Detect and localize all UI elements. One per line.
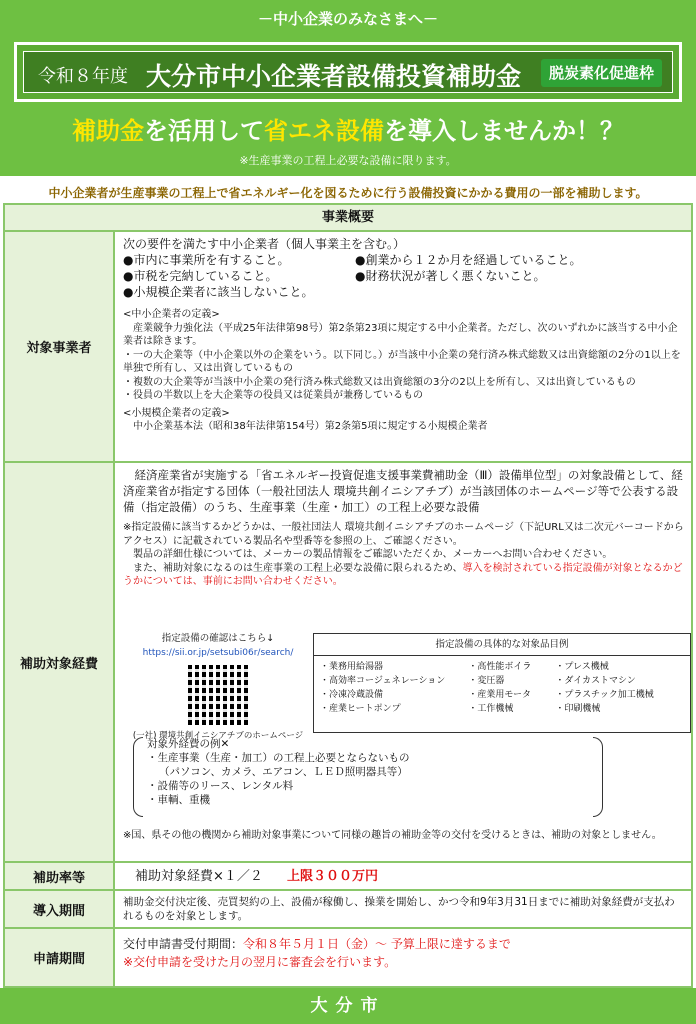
items-col-3 — [555, 660, 684, 716]
apply-text-red: 令和８年５月１日（金）～ 予算上限に達するまで — [243, 937, 511, 951]
qr-url-link[interactable]: https://sii.or.jp/setsubi06r/search/ — [142, 648, 294, 658]
excluded-title: 対象外経費の例✕ — [147, 738, 230, 750]
items-col-1 — [320, 660, 468, 716]
row-content-target — [117, 232, 691, 461]
target-items-title: 指定設備の具体的な対象品目例 — [314, 634, 690, 656]
expense-para-4-red: 導入を検討されている指定設備が対象となるかどうかについては、事前にお問い合わせください。 — [123, 562, 683, 587]
rate-text: 補助対象経費×１／２ — [135, 869, 263, 884]
row-label-period: 導入期間 — [5, 891, 115, 927]
expense-para-2: ※指定設備に該当するかどうかは、一般社団法人 環境共創イニシアチブのホームページ（下記URL又は二次元バーコードからアクセス）に記載されている製品名や型番等を参照の上、ご確認ください。 — [123, 522, 684, 547]
def-title: <中小企業者の定義> — [123, 309, 220, 320]
excluded-item-3: ・車輌、重機 — [147, 794, 210, 806]
bracket-right — [593, 737, 603, 817]
row-label-expense: 補助対象経費 — [5, 463, 115, 861]
row-label-target: 対象事業者 — [5, 232, 115, 461]
list-item: ・プレス機械 — [555, 662, 609, 672]
def-item-2: ・複数の大企業等が当該中小企業の発行済み株式総数又は出資総額の3分の2以上を所有し、又は出資しているもの — [123, 376, 636, 388]
list-item: ・印刷機械 — [555, 704, 601, 714]
category-badge: 脱炭素化促進枠 — [541, 59, 662, 87]
list-item: ・冷凍冷蔵設備 — [320, 690, 384, 700]
list-item: ・変圧器 — [468, 676, 505, 686]
excluded-item-1: ・生産事業（生産・加工）の工程上必要とならないもの — [147, 752, 410, 764]
list-item: ・高効率コージェネレーション — [320, 676, 446, 686]
page-title: 大分市中小企業者設備投資補助金 — [146, 62, 522, 91]
target-intro: 次の要件を満たす中小企業者（個人事業主を含む。） — [123, 237, 406, 251]
excluded-expenses — [133, 737, 603, 821]
table-heading: 事業概要 — [5, 205, 691, 230]
row-content-rate — [117, 863, 691, 889]
expense-note: ※国、県その他の機関から補助対象事業について同様の趣旨の補助金等の交付を受けるときは、補助の対象としません。 — [123, 830, 662, 841]
table-row-expense — [5, 461, 691, 861]
footer-city: 大分市 — [0, 988, 696, 1024]
list-item: ・産業用モータ — [468, 690, 532, 700]
target-items-box — [313, 633, 691, 733]
small-def-body: 中小企業基本法（昭和38年法律第154号）第2条第5項に規定する小規模企業者 — [123, 421, 488, 432]
catch-text-2: を導入しませんか！？ — [384, 117, 624, 145]
summary-text: 中小企業者が生産事業の工程上で省エネルギー化を図るために行う設備投資にかかる費用の一部を補助します。 — [48, 186, 648, 200]
catch-copy — [0, 111, 696, 146]
qr-caption: 指定設備の確認はこちら↓ — [161, 633, 275, 644]
target-req-5: ●小規模企業者に該当しないこと。 — [123, 285, 314, 299]
row-label-rate: 補助率等 — [5, 863, 115, 889]
list-item: ・ダイカストマシン — [555, 676, 636, 686]
list-item: ・工作機械 — [468, 704, 514, 714]
title-inner — [23, 51, 673, 93]
target-req-4: ●財務状況が著しく悪くないこと。 — [355, 269, 546, 283]
title-box — [14, 42, 682, 102]
row-label-apply: 申請期間 — [5, 929, 115, 986]
target-req-1: ●市内に事業所を有すること。 — [123, 253, 290, 267]
header-banner — [0, 0, 696, 176]
items-col-2 — [468, 660, 555, 716]
table-row-apply — [5, 927, 691, 986]
catch-text-1: を活用して — [144, 117, 264, 145]
list-item: ・業務用給湯器 — [320, 662, 384, 672]
catch-highlight-equipment: 省エネ設備 — [264, 117, 384, 145]
header-note: ※生産事業の工程上必要な設備に限ります。 — [239, 154, 457, 167]
excluded-item-2: ・設備等のリース、レンタル料 — [147, 780, 294, 792]
def-body: 産業競争力強化法（平成25年法律第98号）第2条第23項に規定する中小企業者。ただし、次のいずれかに該当する中小企業者は除きます。 — [123, 322, 678, 347]
list-item: ・高性能ボイラ — [468, 662, 532, 672]
apply-note: ※交付申請を受けた月の翌月に審査会を行います。 — [123, 955, 397, 969]
table-row-target — [5, 230, 691, 461]
target-req-2: ●創業から１２か月を経過していること。 — [355, 253, 582, 267]
def-item-1: ・一の大企業等（中小企業以外の企業をいう。以下同じ。）が当該中小企業の発行済み株式総数又は出資総額の2分の1以上を単独で所有し、又は出資しているもの — [123, 349, 681, 374]
expense-para-1: 経済産業省が実施する「省エネルギー投資促進支援事業費補助金（Ⅲ）設備単位型」の対象設備として、経済産業省が指定する団体（一般社団法人 環境共創イニシアチブ）が当該団体のホームページ等で公表する設備（指定設備）のうち、生産事業（生産・加工）の工程上必要な設備 — [123, 468, 683, 514]
row-content-expense — [117, 463, 691, 861]
list-item: ・産業ヒートポンプ — [320, 704, 401, 714]
expense-para-3: 製品の詳細仕様については、メーカーの製品情報をご確認いただくか、メーカーへお問い合わせください。 — [123, 549, 613, 560]
overview-table — [3, 203, 693, 988]
expense-para-4: また、補助対象になるのは生産事業の工程上必要な設備に限られるため、 — [123, 562, 463, 574]
excluded-item-1b: （パソコン、カメラ、エアコン、ＬＥＤ照明器具等） — [159, 766, 408, 778]
qr-org: (一社) 環境共創イニシアチブのホームページ — [132, 731, 304, 741]
title-year: 令和８年度 — [38, 66, 128, 87]
qr-code-icon[interactable] — [188, 665, 248, 725]
rate-limit: 上限３００万円 — [287, 869, 379, 884]
tagline: －中小企業のみなさまへ－ — [257, 10, 438, 28]
bracket-left — [133, 737, 143, 817]
row-content-apply — [117, 929, 691, 986]
period-text: 補助金交付決定後、売買契約の上、設備が稼働し、操業を開始し、かつ令和9年3月31日までに補助対象経費が支払われるものを対象とします。 — [123, 896, 675, 922]
qr-area — [123, 631, 313, 741]
def-item-3: ・役員の半数以上を大企業等の役員又は従業員が兼務しているもの — [123, 390, 423, 401]
table-row-rate — [5, 861, 691, 889]
list-item: ・プラスチック加工機械 — [555, 690, 654, 700]
target-req-3: ●市税を完納していること。 — [123, 269, 278, 283]
table-row-period — [5, 889, 691, 927]
small-def-title: <小規模企業者の定義> — [123, 407, 230, 419]
apply-text-pre: 交付申請書受付期間： — [123, 937, 244, 951]
catch-highlight-subsidy: 補助金 — [72, 117, 144, 145]
